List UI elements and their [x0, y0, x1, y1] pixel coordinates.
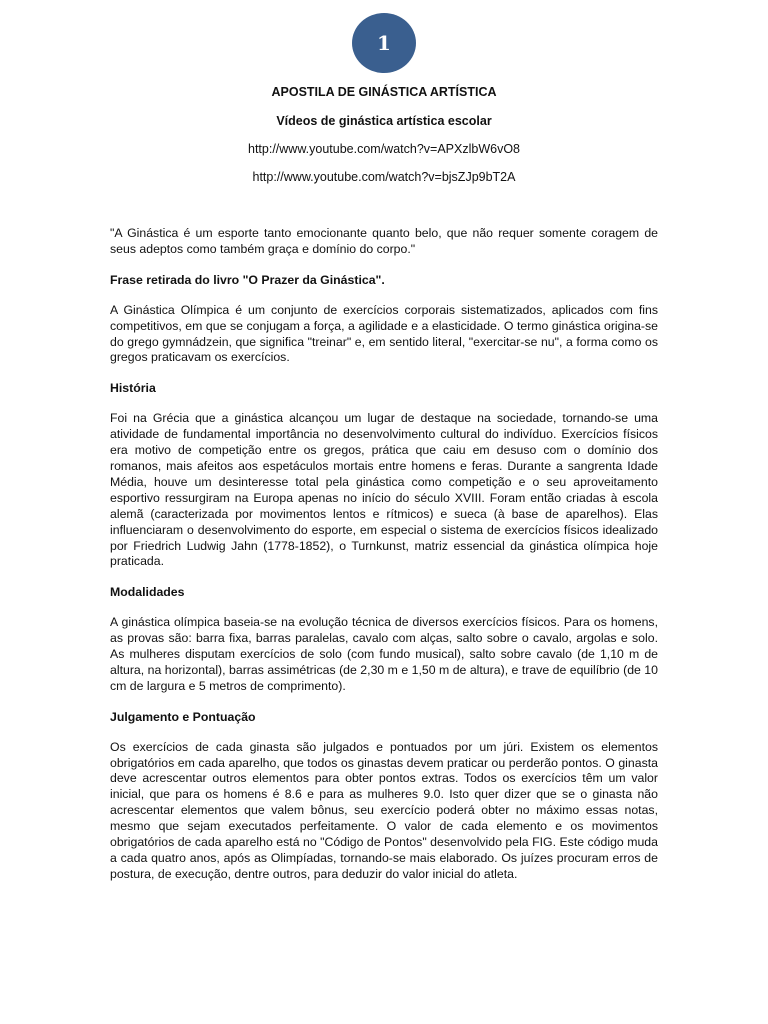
quote-paragraph: "A Ginástica é um esporte tanto emocionante quanto belo, que não requer somente coragem de seus adeptos como também graça e domínio do corpo.": [110, 226, 658, 256]
document-subtitle: Vídeos de ginástica artística escolar: [276, 114, 492, 128]
historia-paragraph: Foi na Grécia que a ginástica alcançou um lugar de destaque na sociedade, tornando-se uma atividade de fundamental importância no desenvolvimento cultural do indivíduo. Exercícios físicos era motivo de competição entre os gregos, prática que caiu em desuso com o domínio dos romanos, mais afeitos aos espetáculos mortais entre homens e feras. Durante a sangrenta Idade Média, houve um desinteresse total pela ginástica como competição e o seu aproveitamento esportivo ressurgiram na Europa apenas no início do século XVIII. Foram então criadas à escola alemã (caracterizada por movimentos lentos e rítmicos) e sueca (à base de aparelhos). Elas influenciaram o desenvolvimento do esporte, em especial o sistema de exercícios físicos idealizado por Friedrich Ludwig Jahn (1778-1852), o Turnkunst, matriz essencial da ginástica olímpica hoje praticada.: [110, 411, 658, 569]
modalidades-heading: Modalidades: [110, 585, 185, 600]
document-title: APOSTILA DE GINÁSTICA ARTÍSTICA: [271, 85, 497, 99]
video-link-2[interactable]: http://www.youtube.com/watch?v=bjsZJp9bT2A: [252, 170, 516, 184]
quote-source: Frase retirada do livro "O Prazer da Ginástica".: [110, 272, 385, 287]
intro-paragraph: A Ginástica Olímpica é um conjunto de exercícios corporais sistematizados, aplicados com fins competitivos, em que se conjugam a força, a agilidade e a elasticidade. O termo ginástica origina-se do grego gymnádzein, que significa "treinar" e, em sentido literal, "exercitar-se nu", a forma como os gregos praticavam os exercícios.: [110, 302, 658, 365]
modalidades-paragraph: A ginástica olímpica baseia-se na evolução técnica de diversos exercícios físicos. Para os homens, as provas são: barra fixa, barras paralelas, cavalo com alças, salto sobre o cavalo, argolas e solo. As mulheres disputam exercícios de solo (com fundo musical), salto sobre cavalo (de 1,10 m de altura, na horizontal), barras assimétricas (de 2,30 m e 1,50 m de altura), e trave de equilíbrio (de 10 cm de largura e 5 metros de comprimento).: [110, 615, 658, 693]
historia-heading: História: [110, 381, 156, 396]
page-number-badge: [352, 13, 416, 73]
document-body: [110, 226, 658, 898]
video-link-1[interactable]: http://www.youtube.com/watch?v=APXzlbW6vO8: [248, 142, 520, 156]
julgamento-paragraph: Os exercícios de cada ginasta são julgados e pontuados por um júri. Existem os elementos obrigatórios em cada aparelho, que todos os ginastas devem praticar ou perderão pontos. O ginasta deve acrescentar outros elementos para obter pontos extras. Todos os exercícios têm um valor inicial, que para os homens é 8.6 e para as mulheres 9.0. Isto quer dizer que se o ginasta não acrescentar elementos que valem bônus, seu exercício poderá obter no máximo essas notas, mesmo que sejam executados perfeitamente. O valor de cada elemento e os movimentos obrigatórios de cada aparelho está no "Código de Pontos" desenvolvido pela FIG. Este código muda a cada quatro anos, após as Olimpíadas, tornando-se mais elaborado. Os juízes procuram erros de postura, de execução, dentre outros, para deduzir do valor inicial do atleta.: [110, 739, 658, 881]
julgamento-heading: Julgamento e Pontuação: [110, 709, 256, 724]
page-number: 1: [377, 31, 391, 55]
